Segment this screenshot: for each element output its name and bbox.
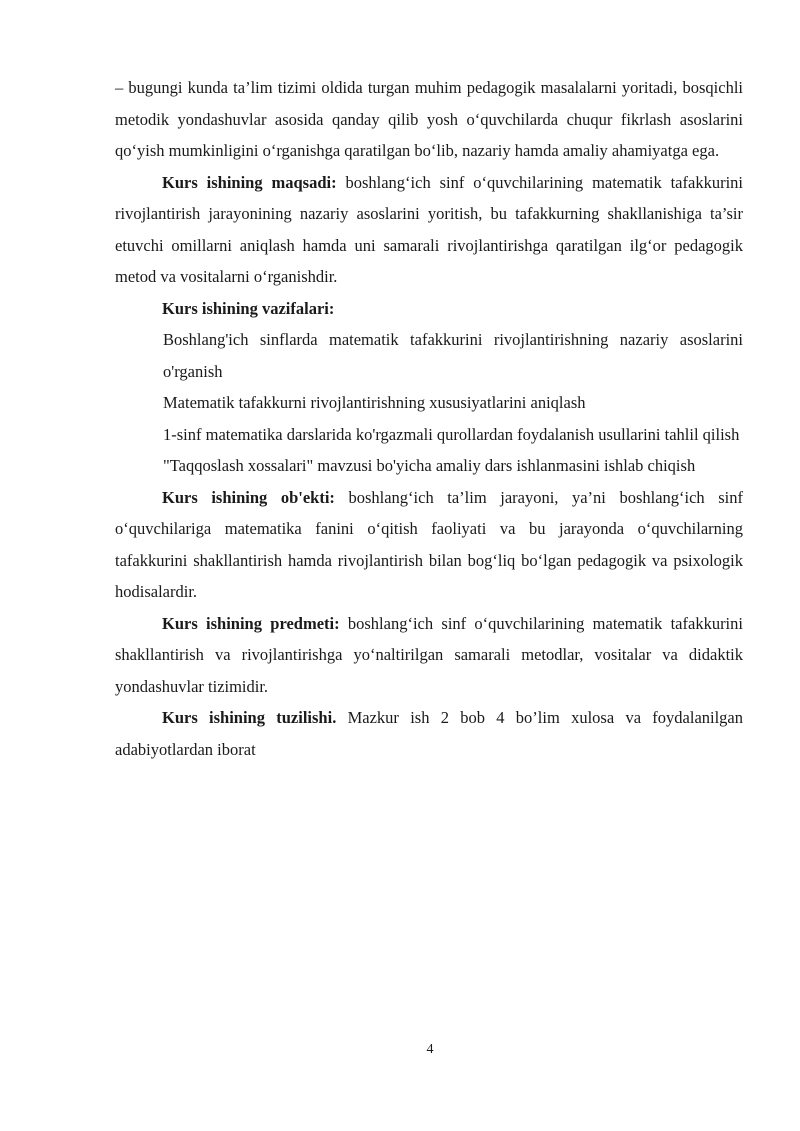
task-item: "Taqqoslash xossalari" mavzusi bo'yicha amaliy dars ishlanmasini ishlab chiqish: [163, 456, 696, 475]
tasks-list: [115, 324, 743, 482]
page-number: 4: [426, 1042, 434, 1057]
intro-paragraph: [115, 72, 743, 167]
structure-label: Kurs ishining tuzilishi.: [162, 708, 337, 727]
document-page: [115, 72, 743, 765]
structure-paragraph: [115, 702, 743, 765]
task-item: Matematik tafakkurni rivojlantirishning xususiyatlarini aniqlash: [163, 393, 586, 412]
task-item: Boshlang'ich sinflarda matematik tafakkurini rivojlantirishning nazariy asoslarini o'rganish: [163, 330, 743, 381]
intro-text: – bugungi kunda ta’lim tizimi oldida turgan muhim pedagogik masalalarni yoritadi, bosqichli metodik yondashuvlar asosida qanday qilib yosh o‘quvchilarda chuqur fikrlash asoslarini qo‘yish mumkinligini o‘rganishga qaratilgan bo‘lib, nazariy hamda amaliy ahamiyatga ega.: [115, 78, 743, 160]
object-paragraph: [115, 482, 743, 608]
object-label: Kurs ishining ob'ekti:: [162, 487, 335, 507]
structure-text: Mazkur ish 2 bob 4 bo’lim xulosa va foydalanilgan adabiyotlardan iborat: [115, 708, 744, 759]
subject-text: boshlang‘ich sinf o‘quvchilarining matematik tafakkurini shakllantirish va rivojlantirishga yo‘naltirilgan samarali metodlar, vositalar va didaktik yondashuvlar tizimidir.: [115, 613, 743, 696]
subject-paragraph: [115, 608, 743, 703]
object-text: boshlang‘ich ta’lim jarayoni, ya’ni boshlang‘ich sinf o‘quvchilariga matematika fanini o‘qitish faoliyati va bu jarayonda o‘quvchilarning tafakkurini shakllantirish hamda rivojlantirish bilan bog‘liq bo‘lgan pedagogik va psixologik hodisalardir.: [115, 487, 743, 601]
goal-text: boshlang‘ich sinf o‘quvchilarining matematik tafakkurini rivojlantirish jarayonining nazariy asoslarini yoritish, bu tafakkurning shakllanishiga ta’sir etuvchi omillarni aniqlash hamda uni samarali rivojlantirishga qaratilgan ilg‘or pedagogik metod va vositalarni o‘rganishdir.: [115, 172, 743, 286]
tasks-heading: [115, 293, 743, 325]
goal-paragraph: [115, 167, 743, 293]
subject-label: Kurs ishining predmeti:: [162, 613, 340, 633]
tasks-label: Kurs ishining vazifalari:: [162, 298, 335, 318]
goal-label: Kurs ishining maqsadi:: [162, 172, 337, 192]
task-item: 1-sinf matematika darslarida ko'rgazmali qurollardan foydalanish usullarini tahlil qilish: [163, 424, 740, 444]
